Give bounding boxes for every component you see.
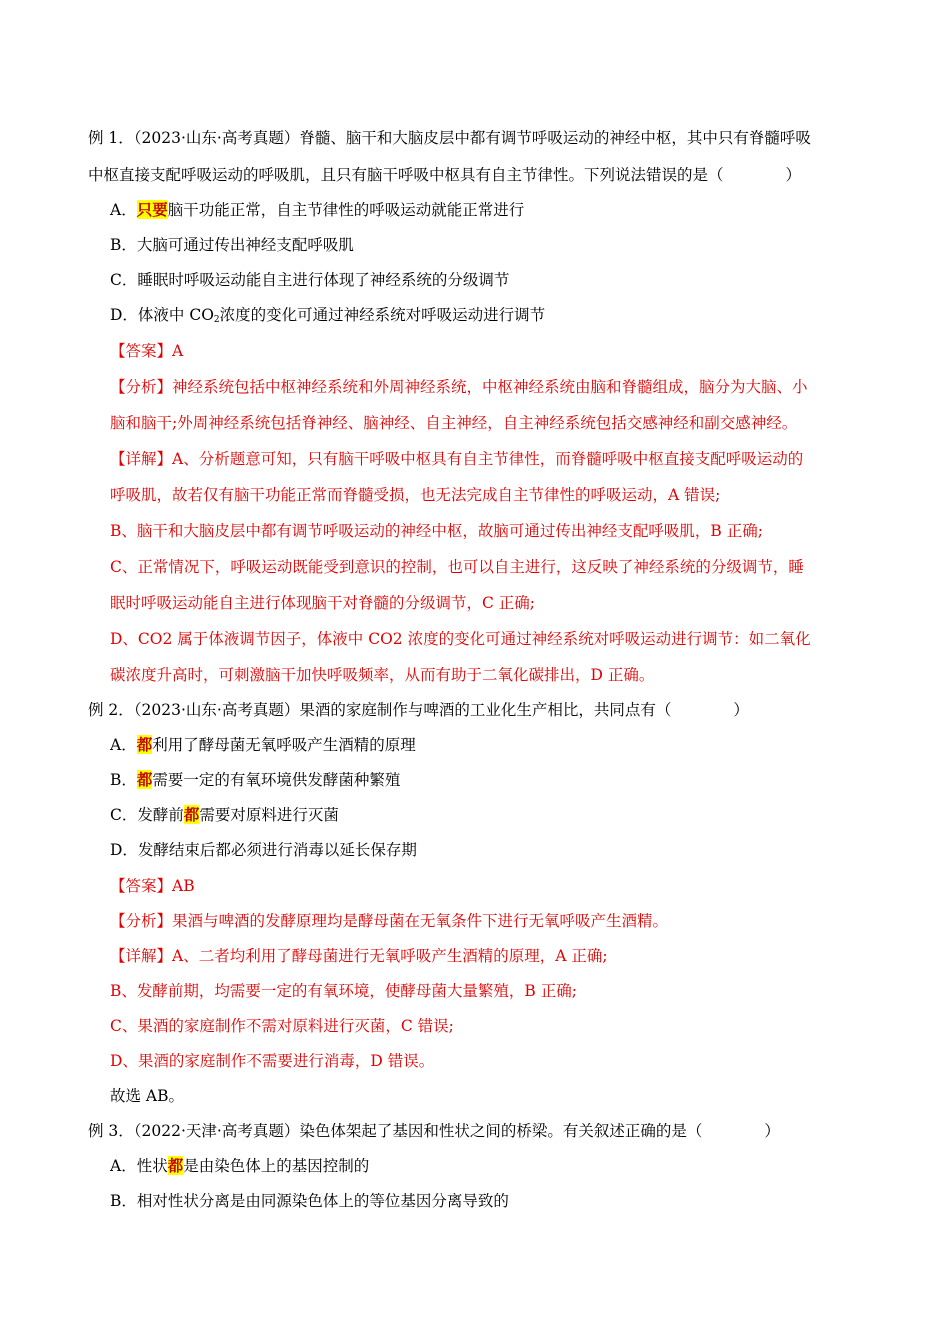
option-label: A．性状 [110, 1157, 168, 1175]
question-3-option-b: B．相对性状分离是由同源染色体上的等位基因分离导致的 [110, 1192, 509, 1210]
option-label: A． [110, 736, 137, 754]
question-2-detail-line-3: C、果酒的家庭制作不需对原料进行灭菌，C 错误; [110, 1017, 454, 1035]
highlighted-keyword: 都 [136, 735, 153, 754]
question-1-detail-line-6: D、CO2 属于体液调节因子，体液中 CO2 浓度的变化可通过神经系统对呼吸运动进行调节：如二氧化 [110, 630, 811, 648]
question-1-analysis-line-2: 脑和脑干;外周神经系统包括脊神经、脑神经、自主神经，自主神经系统包括交感神经和副交感神经。 [110, 414, 798, 432]
option-label: C．发酵前 [110, 806, 184, 824]
option-label: A． [110, 201, 137, 219]
question-3-stem: 例 3．（2022·天津·高考真题）染色体架起了基因和性状之间的桥梁。有关叙述正确的是（ ） [88, 1122, 780, 1140]
question-1-detail-line-1: 【详解】A、分析题意可知，只有脑干呼吸中枢具有自主节律性，而脊髓呼吸中枢直接支配呼吸运动的 [110, 450, 804, 468]
question-1-detail-line-3: B、脑干和大脑皮层中都有调节呼吸运动的神经中枢，故脑可通过传出神经支配呼吸肌，B 正确; [110, 522, 763, 540]
question-2-option-c [110, 805, 339, 825]
question-2-detail-line-1: 【详解】A、二者均利用了酵母菌进行无氧呼吸产生酒精的原理，A 正确; [110, 947, 608, 965]
question-1-answer: 【答案】A [110, 342, 184, 360]
highlighted-keyword: 都 [167, 1156, 184, 1175]
question-1-stem-line-2: 中枢直接支配呼吸运动的呼吸肌，且只有脑干呼吸中枢具有自主节律性。下列说法错误的是（ ） [88, 166, 802, 184]
question-1-option-d [110, 305, 545, 330]
question-2-option-a [110, 735, 416, 755]
question-1-detail-line-2: 呼吸肌，故若仅有脑干功能正常而脊髓受损，也无法完成自主节律性的呼吸运动，A 错误; [110, 486, 721, 504]
option-text: 脑干功能正常，自主节律性的呼吸运动就能正常进行 [167, 201, 525, 219]
option-text: D．体液中 CO [110, 306, 214, 324]
option-text: 需要对原料进行灭菌 [199, 806, 339, 824]
highlighted-keyword: 只要 [136, 200, 168, 219]
question-1-option-b: B．大脑可通过传出神经支配呼吸肌 [110, 236, 354, 254]
question-1-detail-line-7: 碳浓度升高时，可刺激脑干加快呼吸频率，从而有助于二氧化碳排出，D 正确。 [110, 666, 655, 684]
question-2-option-b [110, 770, 400, 790]
option-text: 是由染色体上的基因控制的 [183, 1157, 370, 1175]
question-2-stem: 例 2．（2023·山东·高考真题）果酒的家庭制作与啤酒的工业化生产相比，共同点有（ ） [88, 701, 749, 719]
option-text: 利用了酵母菌无氧呼吸产生酒精的原理 [152, 736, 416, 754]
question-2-option-d: D．发酵结束后都必须进行消毒以延长保存期 [110, 841, 417, 859]
question-2-answer: 【答案】AB [110, 877, 195, 895]
option-label: B． [110, 771, 137, 789]
option-text: 需要一定的有氧环境供发酵菌种繁殖 [152, 771, 401, 789]
question-1-detail-line-4: C、正常情况下，呼吸运动既能受到意识的控制，也可以自主进行，这反映了神经系统的分级调节，睡 [110, 558, 804, 576]
question-2-detail-line-2: B、发酵前期，均需要一定的有氧环境，使酵母菌大量繁殖，B 正确; [110, 982, 577, 1000]
question-2-conclusion: 故选 AB。 [110, 1087, 185, 1105]
question-2-analysis: 【分析】果酒与啤酒的发酵原理均是酵母菌在无氧条件下进行无氧呼吸产生酒精。 [110, 912, 669, 930]
question-1-option-a [110, 200, 524, 220]
highlighted-keyword: 都 [136, 770, 153, 789]
question-3-option-a [110, 1156, 369, 1176]
subscript: 2 [213, 315, 220, 325]
option-text: 浓度的变化可通过神经系统对呼吸运动进行调节 [219, 306, 546, 324]
question-1-analysis-line-1: 【分析】神经系统包括中枢神经系统和外周神经系统，中枢神经系统由脑和脊髓组成，脑分为大脑、小 [110, 378, 808, 396]
question-1-stem-line-1: 例 1．（2023·山东·高考真题）脊髓、脑干和大脑皮层中都有调节呼吸运动的神经中枢，其中只有脊髓呼吸 [88, 129, 811, 147]
question-1-option-c: C．睡眠时呼吸运动能自主进行体现了神经系统的分级调节 [110, 271, 510, 289]
question-1-detail-line-5: 眠时呼吸运动能自主进行体现脑干对脊髓的分级调节，C 正确; [110, 594, 536, 612]
highlighted-keyword: 都 [183, 805, 200, 824]
question-2-detail-line-4: D、果酒的家庭制作不需要进行消毒，D 错误。 [110, 1052, 435, 1070]
